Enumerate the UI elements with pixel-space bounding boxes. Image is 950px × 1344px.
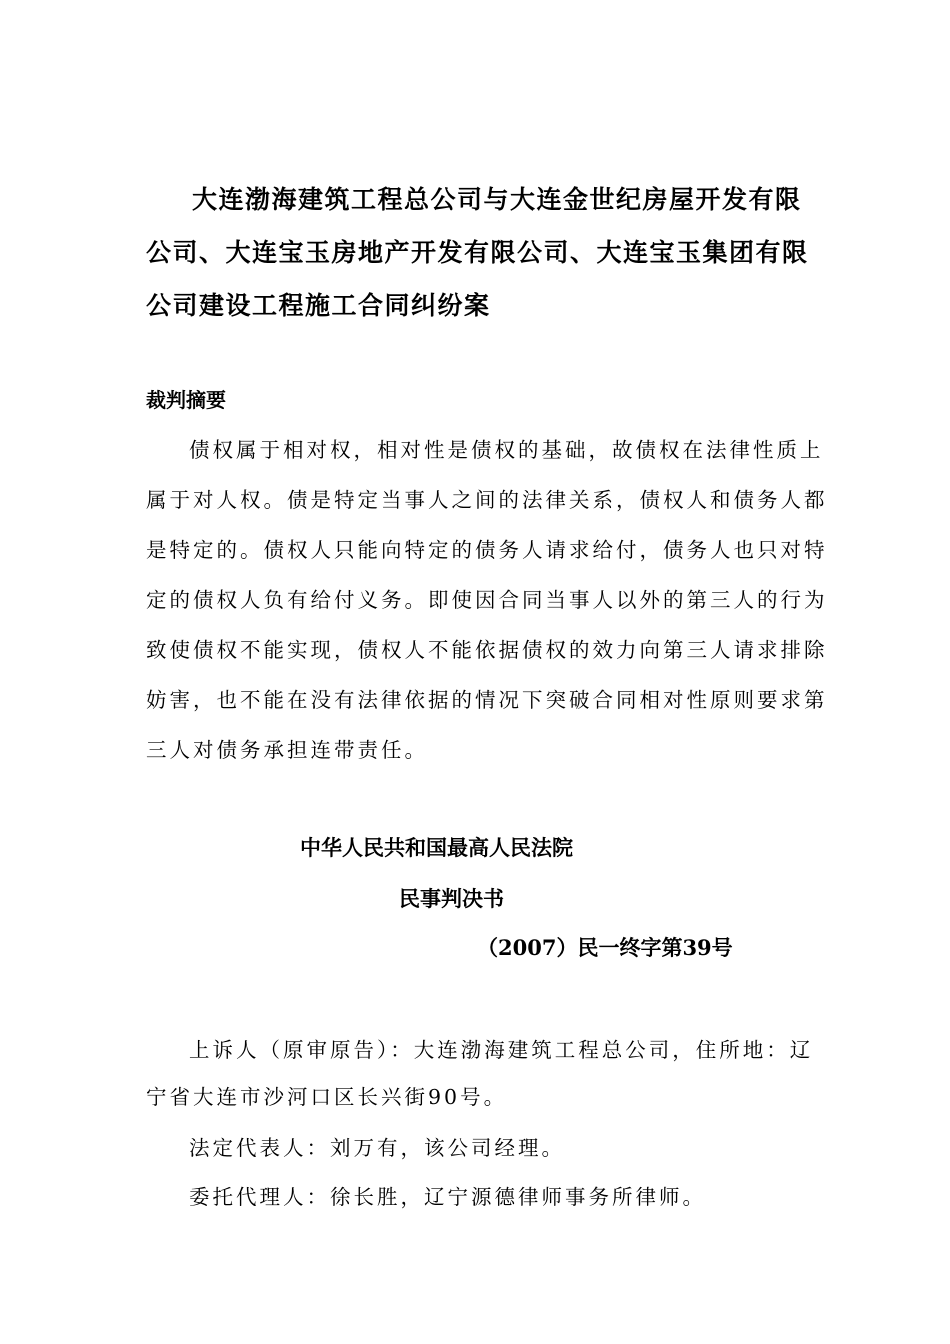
case-title-line-1: 大连渤海建筑工程总公司与大连金世纪房屋开发有限 [192, 185, 802, 214]
summary-line: 三人对债务承担连带责任。 [146, 738, 428, 762]
summary-line: 属于对人权。债是特定当事人之间的法律关系，债权人和债务人都 [146, 488, 828, 512]
appellant-line: 上诉人（原审原告）：大连渤海建筑工程总公司，住所地：辽 [189, 1038, 814, 1062]
case-number: （2007）民一终字第39号 [477, 935, 733, 960]
summary-line: 债权属于相对权，相对性是债权的基础，故债权在法律性质上 [189, 438, 824, 462]
document-type: 民事判决书 [399, 886, 504, 911]
summary-line: 妨害，也不能在没有法律依据的情况下突破合同相对性原则要求第 [146, 688, 828, 712]
court-name: 中华人民共和国最高人民法院 [300, 835, 573, 860]
legal-representative: 法定代表人：刘万有，该公司经理。 [189, 1136, 565, 1160]
case-title-line-3: 公司建设工程施工合同纠纷案 [146, 291, 491, 320]
summary-heading: 裁判摘要 [146, 388, 226, 412]
summary-line: 是特定的。债权人只能向特定的债务人请求给付，债务人也只对特 [146, 538, 828, 562]
summary-line: 致使债权不能实现，债权人不能依据债权的效力向第三人请求排除 [146, 638, 828, 662]
summary-line: 定的债权人负有给付义务。即使因合同当事人以外的第三人的行为 [146, 588, 828, 612]
entrusted-agent: 委托代理人：徐长胜，辽宁源德律师事务所律师。 [189, 1185, 706, 1209]
case-title-line-2: 公司、大连宝玉房地产开发有限公司、大连宝玉集团有限 [146, 238, 809, 267]
appellant-line: 宁省大连市沙河口区长兴街90号。 [146, 1085, 508, 1109]
